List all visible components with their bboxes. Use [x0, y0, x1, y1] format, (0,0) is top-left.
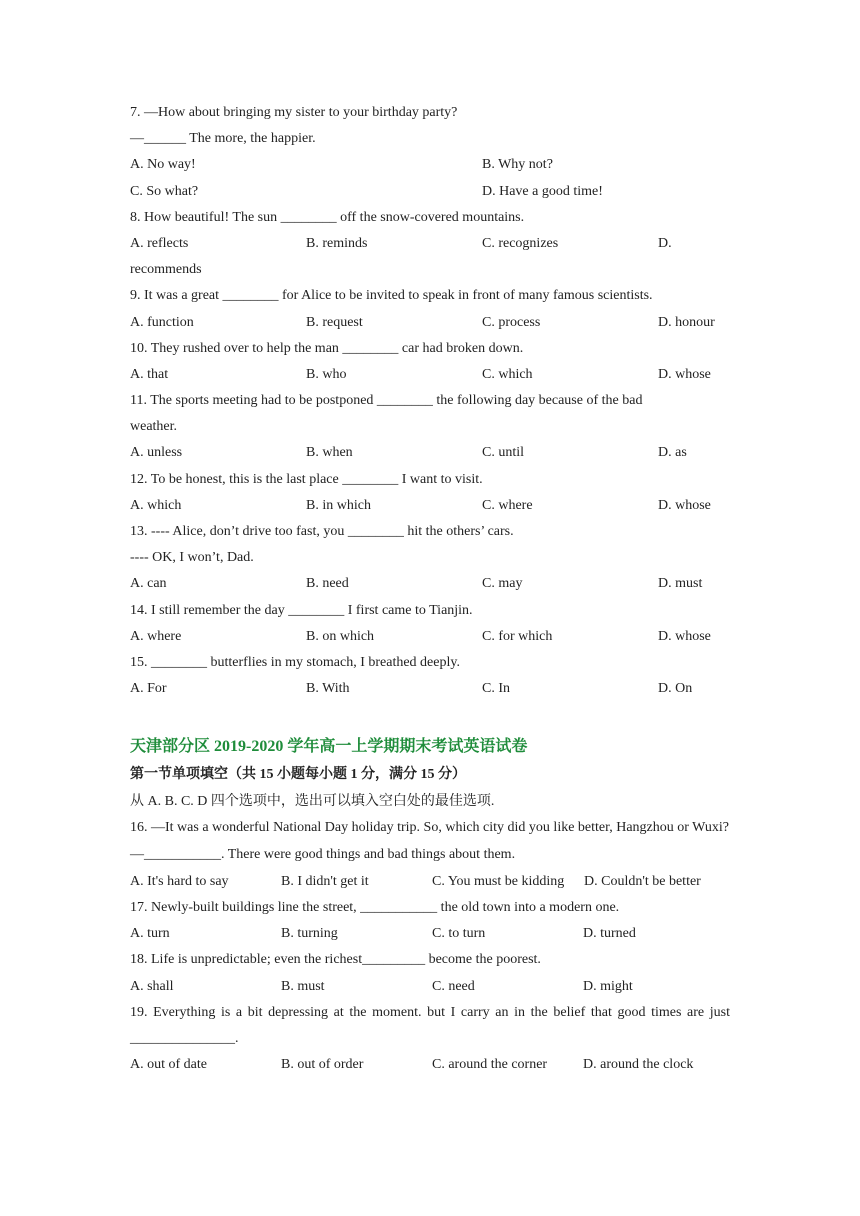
option-b: B. turning — [281, 926, 338, 942]
question-18-options — [130, 974, 730, 1000]
option-b: B. on which — [306, 628, 375, 644]
option-b: B. when — [306, 445, 353, 461]
option-b: B. must — [281, 978, 325, 994]
option-d: D. whose — [658, 366, 711, 382]
option-b: B. who — [306, 366, 347, 382]
exam-page — [130, 100, 730, 1078]
option-c: C. In — [482, 681, 510, 697]
option-a: A. For — [130, 681, 167, 697]
question-7-stem: 7. —How about bringing my sister to your birthday party? — [130, 105, 458, 120]
question-15-stem: 15. ________ butterflies in my stomach, I breathed deeply. — [130, 654, 460, 670]
question-10-options — [130, 362, 730, 388]
question-10-stem: 10. They rushed over to help the man ________ car had broken down. — [130, 340, 524, 356]
question-12-options — [130, 493, 730, 519]
question-18-stem: 18. Life is unpredictable; even the richest_________ become the poorest. — [130, 952, 541, 968]
option-d: D. — [658, 235, 672, 251]
question-14-options — [130, 624, 730, 650]
question-13-options — [130, 571, 730, 597]
option-a: A. can — [130, 576, 167, 592]
option-a: A. It's hard to say — [130, 873, 229, 889]
question-11-stem-cont: weather. — [130, 419, 178, 435]
option-c: C. where — [482, 497, 533, 513]
option-a: A. out of date — [130, 1057, 207, 1073]
question-7-reply: —______ The more, the happier. — [130, 131, 316, 147]
option-c: C. until — [482, 445, 525, 461]
option-c: C. need — [432, 978, 475, 994]
question-19-stem: 19. Everything is a bit depressing at the moment. but I carry an in the belief that good times are just _______________. — [130, 1004, 730, 1047]
option-c: C. for which — [482, 628, 553, 644]
question-11-options — [130, 440, 730, 466]
option-c: C. to turn — [432, 926, 486, 942]
exam-title: 天津部分区 2019-2020 学年高一上学期期末考试英语试卷 — [130, 738, 528, 756]
option-b: B. need — [306, 576, 349, 592]
option-a: A. shall — [130, 978, 174, 994]
option-a: A. reflects — [130, 235, 189, 251]
option-d: D. whose — [658, 497, 711, 513]
question-16-stem: 16. —It was a wonderful National Day holiday trip. So, which city did you like better, Hangzhou or Wuxi? — [130, 819, 729, 835]
option-d: D. might — [583, 978, 633, 994]
question-8-options — [130, 231, 730, 257]
question-19-options — [130, 1052, 730, 1078]
option-c: C. You must be kidding — [432, 873, 565, 889]
option-a: A. unless — [130, 445, 183, 461]
option-c: C. may — [482, 576, 523, 592]
option-b: B. in which — [306, 497, 371, 513]
question-13-stem: 13. ---- Alice, don’t drive too fast, you ________ hit the others’ cars. — [130, 524, 514, 539]
option-d: D. On — [658, 681, 693, 697]
option-c: C. So what? — [130, 183, 199, 199]
option-c: C. process — [482, 314, 541, 330]
option-d: D. whose — [658, 628, 711, 644]
question-7-options-row1 — [130, 152, 730, 178]
section-instruction: 从 A. B. C. D 四个选项中，选出可以填入空白处的最佳选项. — [130, 793, 495, 809]
option-c: C. around the corner — [432, 1057, 548, 1073]
question-9-options — [130, 310, 730, 336]
question-16-reply: —___________. There were good things and bad things about them. — [130, 846, 516, 862]
option-d: D. turned — [583, 926, 636, 942]
question-9-stem: 9. It was a great ________ for Alice to be invited to speak in front of many famous scientists. — [130, 288, 653, 304]
option-a: A. that — [130, 366, 169, 382]
question-17-options — [130, 921, 730, 947]
question-12-stem: 12. To be honest, this is the last place ________ I want to visit. — [130, 471, 483, 487]
option-b: B. With — [306, 681, 350, 697]
option-d: D. honour — [658, 314, 715, 330]
question-14-stem: 14. I still remember the day ________ I first came to Tianjin. — [130, 602, 473, 618]
option-a: A. No way! — [130, 157, 196, 173]
option-d: D. Couldn't be better — [584, 873, 701, 889]
option-d: D. must — [658, 576, 703, 592]
option-b: B. I didn't get it — [281, 873, 369, 889]
option-d: D. as — [658, 445, 687, 461]
question-8-stem: 8. How beautiful! The sun ________ off the snow-covered mountains. — [130, 209, 525, 225]
option-b: B. out of order — [281, 1057, 364, 1073]
question-13-reply: ---- OK, I won’t, Dad. — [130, 550, 254, 566]
option-a: A. turn — [130, 926, 170, 942]
option-a: A. where — [130, 628, 182, 644]
option-d: D. Have a good time! — [482, 183, 603, 199]
option-b: B. Why not? — [482, 157, 553, 173]
question-7-options-row2 — [130, 179, 730, 205]
option-a: A. function — [130, 314, 194, 330]
question-17-stem: 17. Newly-built buildings line the street, ___________ the old town into a modern one. — [130, 900, 620, 916]
option-c: C. recognizes — [482, 235, 559, 251]
option-a: A. which — [130, 497, 182, 513]
question-8-option-d-wrap: recommends — [130, 262, 202, 278]
option-d: D. around the clock — [583, 1057, 694, 1073]
question-15-options — [130, 676, 730, 702]
option-b: B. request — [306, 314, 363, 330]
section-heading: 第一节单项填空（共 15 小题每小题 1 分，满分 15 分） — [130, 767, 466, 783]
option-c: C. which — [482, 366, 533, 382]
question-16-options — [130, 869, 730, 895]
question-11-stem: 11. The sports meeting had to be postponed ________ the following day because of the bad — [130, 393, 643, 409]
option-b: B. reminds — [306, 235, 368, 251]
